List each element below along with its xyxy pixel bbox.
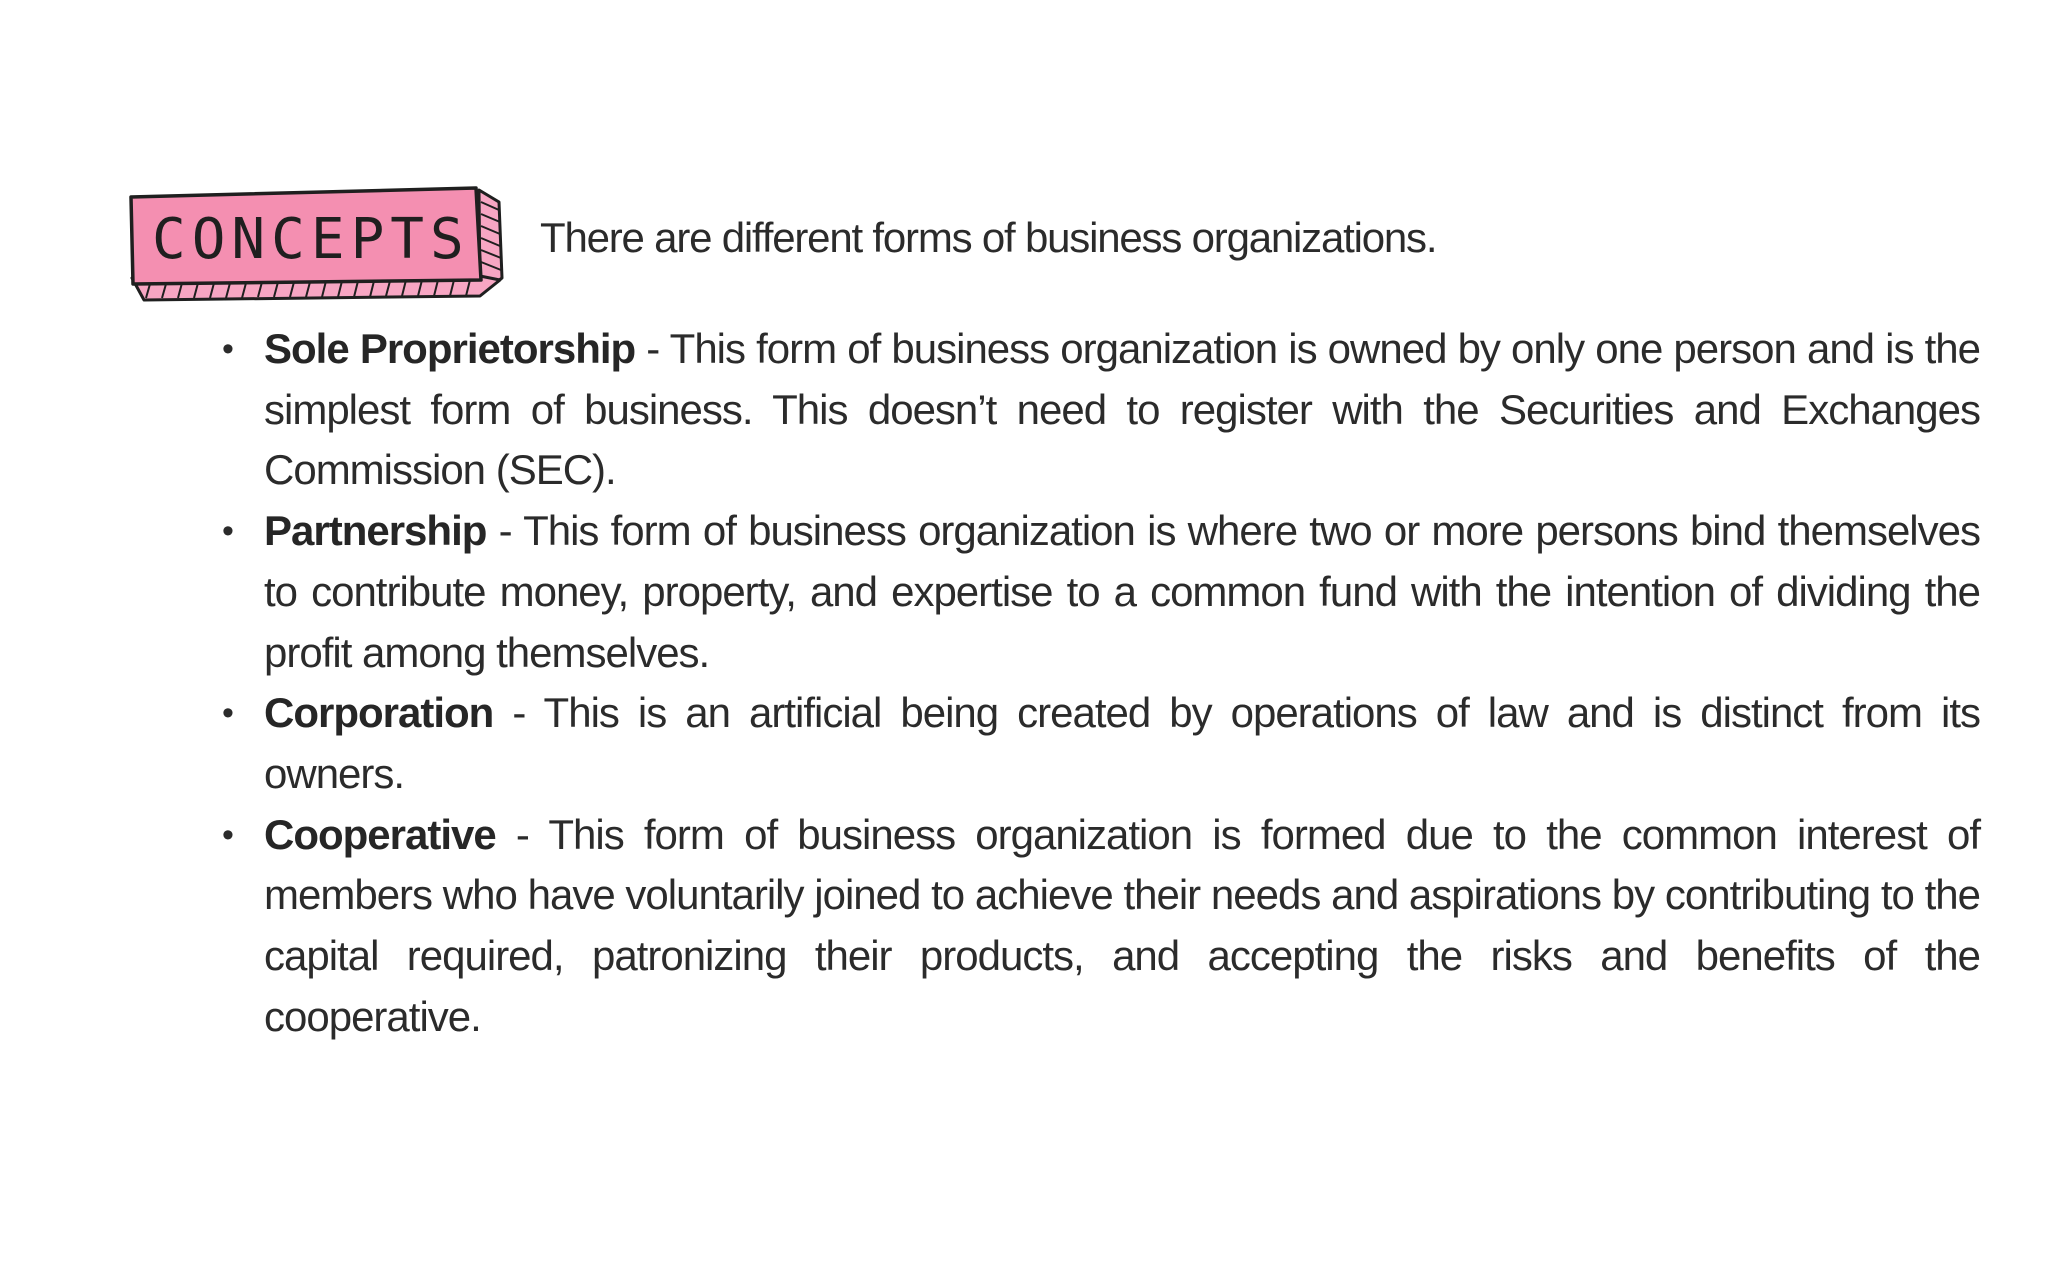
concept-term: Corporation	[264, 689, 494, 737]
concept-description: - This form of business organization is where two or more persons bind themselves to contribute money, property, and expertise to a common fund with the intention of dividing the profit among themselves.	[264, 507, 1980, 676]
concept-item-cooperative	[214, 805, 1980, 1048]
concept-item-corporation	[214, 683, 1980, 804]
concepts-list	[214, 319, 1980, 1047]
concept-term: Cooperative	[264, 810, 496, 858]
concept-description: - This is an artificial being created by operations of law and is distinct from its owners.	[264, 689, 1980, 797]
bullet-icon: •	[222, 694, 233, 733]
concept-term: Partnership	[264, 507, 487, 555]
concept-item-partnership	[214, 501, 1980, 683]
concept-description: - This form of business organization is owned by only one person and is the simplest form of business. This doesn’t need to register with the Securities and Exchanges Commission (SEC).	[264, 325, 1980, 494]
intro-text: There are different forms of business organizations.	[540, 214, 1437, 261]
badge-label: CONCEPTS	[152, 207, 470, 272]
bullet-icon: •	[222, 330, 233, 368]
concept-term: Sole Proprietorship	[264, 325, 636, 372]
bullet-icon: •	[222, 815, 233, 854]
concepts-badge	[124, 180, 510, 308]
bullet-icon: •	[222, 512, 233, 551]
concept-item-sole-proprietorship	[214, 319, 1980, 501]
concept-description: - This form of business organization is formed due to the common interest of members who have voluntarily joined to achieve their needs and aspirations by contributing to the capital required, patronizing their products, and accepting the risks and benefits of the cooperative.	[264, 810, 1980, 1040]
